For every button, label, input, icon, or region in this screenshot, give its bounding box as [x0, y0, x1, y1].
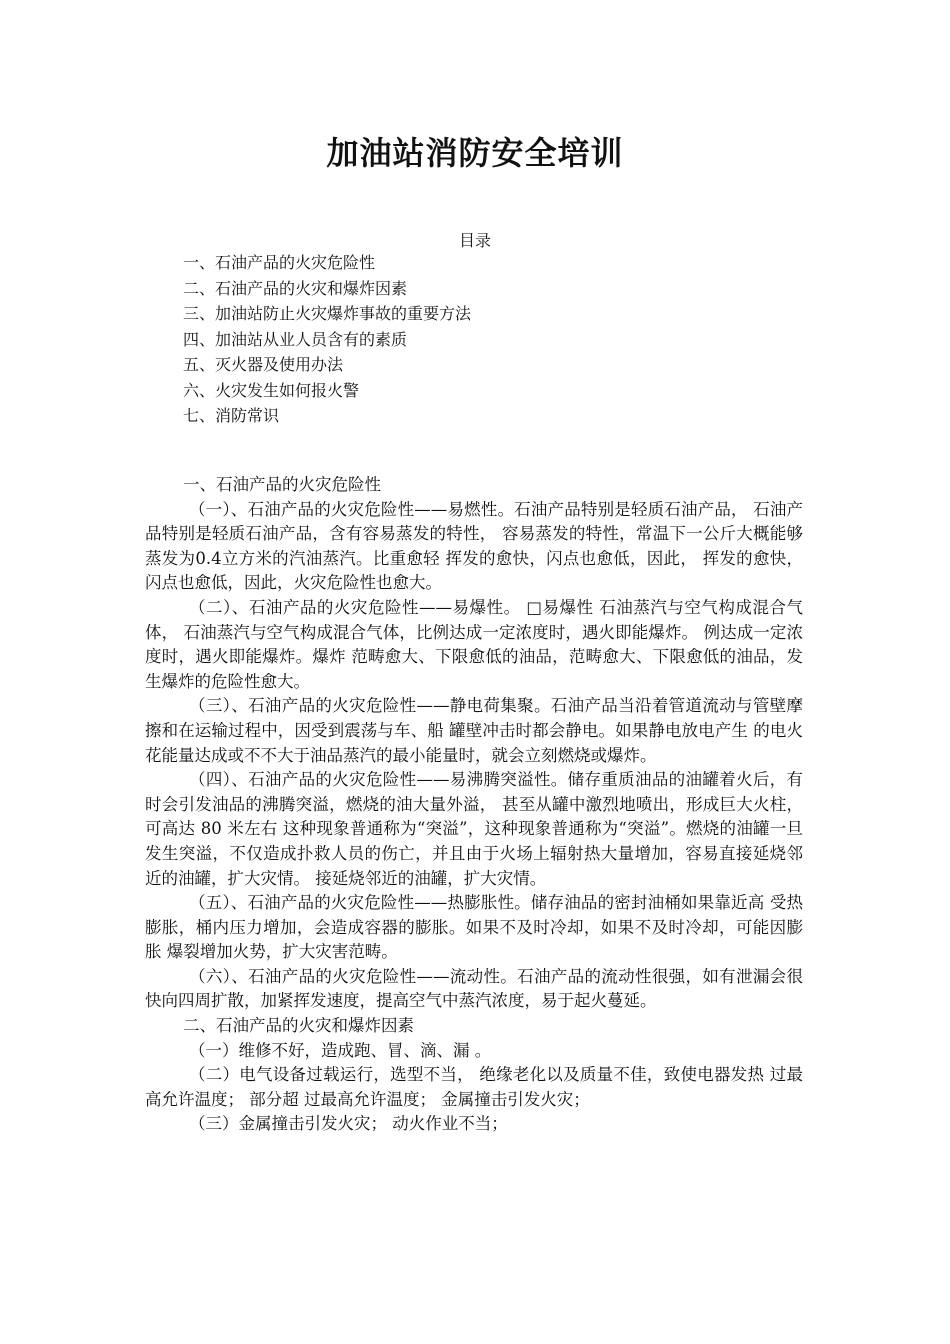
body-paragraph: （二）、石油产品的火灾危险性——易爆性。 □易爆性 石油蒸汽与空气构成混合气体， 石油蒸汽与空气构成混合气体，比例达成一定浓度时，遇火即能爆炸。 例达成一定浓度时，遇火即能爆炸。爆炸 范畴愈大、下限愈低的油品，范畴愈大、下限愈低的油品，发生爆炸的危险性愈大。: [145, 597, 803, 691]
body-paragraph: （三）、石油产品的火灾危险性——静电荷集聚。石油产品当沿着管道流动与管壁摩擦和在运输过程中，因受到震荡与车、船 罐壁冲击时都会静电。如果静电放电产生 的电火花能量达成或不不大于油品蒸汽的最小能量时，就会立刻燃烧或爆炸。: [145, 696, 803, 765]
toc-list: [183, 250, 471, 429]
toc-item: 七、消防常识: [183, 406, 280, 425]
section-heading: 二、石油产品的火灾和爆炸因素: [183, 1016, 414, 1036]
toc-heading: 目录: [458, 231, 491, 250]
document-title: 加油站消防安全培训: [326, 134, 624, 172]
body-paragraph: （四）、石油产品的火灾危险性——易沸腾突溢性。储存重质油品的油罐着火后，有时会引发油品的沸腾突溢，燃烧的油大量外溢， 甚至从罐中激烈地喷出，形成巨大火柱，可高达 80 米左右 这种现象普通称为“突溢”，这种现象普通称为“突溢”。燃烧的油罐一旦发生突溢，不仅造成扑救人员的伤亡，并且由于火场上辐射热大量增加，容易直接延烧邻近的油罐，扩大灾情。 接延烧邻近的油罐，扩大灾情。: [145, 770, 803, 888]
body-paragraph: （二）电气设备过载运行，选型不当， 绝缘老化以及质量不佳，致使电器发热 过最高允许温度； 部分超 过最高允许温度； 金属撞击引发火灾；: [145, 1065, 803, 1109]
toc-item: 四、加油站从业人员含有的素质: [183, 329, 408, 349]
body-paragraph: （六）、石油产品的火灾危险性——流动性。石油产品的流动性很强，如有泄漏会很快向四周扩散，加紧挥发速度，提高空气中蒸汽浓度，易于起火蔓延。: [145, 966, 803, 1011]
body-paragraph: （一）维修不好，造成跑、冒、滴、漏 。: [189, 1040, 492, 1060]
toc-item: 六、火灾发生如何报火警: [183, 380, 360, 400]
section-heading: 一、石油产品的火灾危险性: [183, 475, 381, 494]
toc-item: 五、灭火器及使用办法: [183, 355, 344, 374]
body-paragraph: （三）金属撞击引发火灾； 动火作业不当；: [189, 1114, 508, 1134]
toc-item: 一、石油产品的火灾危险性: [183, 253, 376, 272]
body-paragraph: （一）、石油产品的火灾危险性——易燃性。石油产品特别是轻质石油产品， 石油产品特别是轻质石油产品，含有容易蒸发的特性， 容易蒸发的特性，常温下一公斤大概能够蒸发为0.4立方米的汽油蒸汽。比重愈轻 挥发的愈快，闪点也愈低，因此， 挥发的愈快，闪点也愈低，因此，火灾危险性也愈大。: [145, 499, 803, 593]
body-paragraph: （五）、石油产品的火灾危险性——热膨胀性。储存油品的密封油桶如果靠近高 受热膨胀，桶内压力增加，会造成容器的膨胀。如果不及时冷却，如果不及时冷却，可能因膨胀 爆裂增加火势，扩大灾害范畴。: [145, 893, 803, 962]
toc-item: 三、加油站防止火灾爆炸事故的重要方法: [183, 304, 472, 323]
toc-item: 二、石油产品的火灾和爆炸因素: [183, 278, 408, 298]
document-body: [145, 473, 803, 1137]
